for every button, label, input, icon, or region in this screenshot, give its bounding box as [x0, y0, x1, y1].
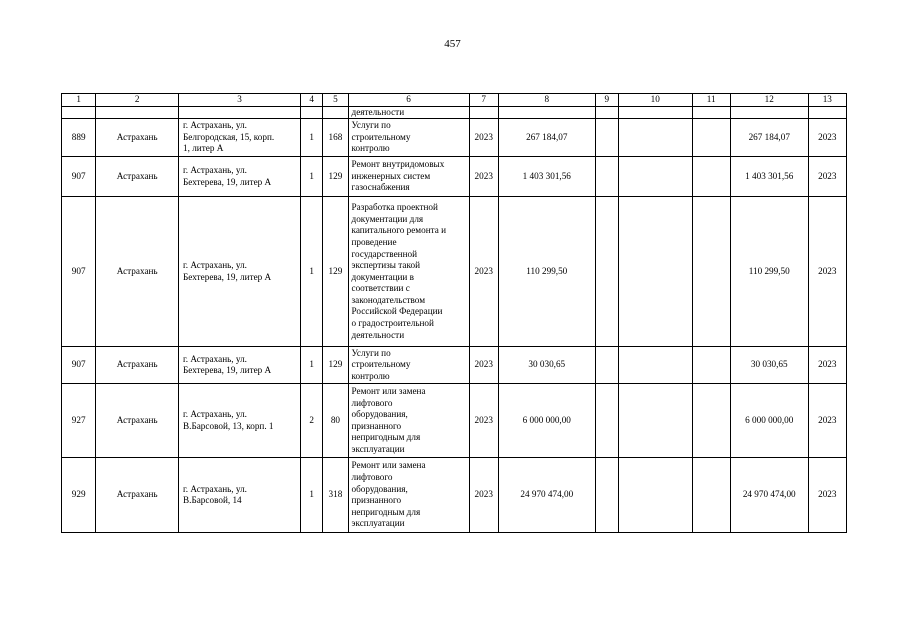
continuation-row: [62, 106, 847, 119]
work-description-line: законодательством: [351, 294, 426, 305]
col11-value: [692, 384, 730, 458]
col10-value: [618, 157, 692, 197]
total-cost: 6 000 000,00: [498, 384, 595, 458]
col9-value: [595, 157, 618, 197]
col12-cost: 267 184,07: [730, 119, 808, 157]
work-description-line: Российской Федерации: [351, 306, 443, 317]
address: [179, 347, 301, 384]
address-line: 1, литер А: [183, 143, 224, 154]
table-row: [62, 157, 847, 197]
column-number-header: [62, 94, 847, 107]
address-line: г. Астрахань, ул.: [183, 120, 247, 131]
work-description-line: оборудования,: [351, 409, 408, 420]
total-cost: 24 970 474,00: [498, 458, 595, 533]
col12-cost: 1 403 301,56: [730, 157, 808, 197]
work-description-line: Услуги по: [351, 120, 391, 131]
address-line: Бехтерева, 19, литер А: [183, 271, 272, 282]
col9-value: [595, 119, 618, 157]
col13-year: 2023: [808, 384, 846, 458]
col10-value: [618, 197, 692, 347]
column-header: 6: [348, 94, 469, 107]
work-description-line: капитального ремонта и: [351, 225, 447, 236]
col4-value: 1: [301, 347, 323, 384]
work-description-line: Ремонт или замена: [351, 460, 426, 471]
address-line: В.Барсовой, 13, корп. 1: [183, 420, 274, 431]
work-description: [348, 119, 469, 157]
column-header: 4: [301, 94, 323, 107]
col11-value: [692, 197, 730, 347]
work-description-line: непригодным для: [351, 432, 421, 443]
address: [179, 384, 301, 458]
column-header: 5: [323, 94, 348, 107]
address: [179, 197, 301, 347]
work-description-line: государственной: [351, 248, 417, 259]
work-description-line: признанного: [351, 495, 402, 506]
work-description-line: Разработка проектной: [351, 202, 438, 213]
work-description-line: о градостроительной: [351, 318, 434, 329]
work-description-line: Ремонт или замена: [351, 385, 426, 396]
column-header: 8: [498, 94, 595, 107]
address-line: В.Барсовой, 14: [183, 495, 242, 506]
col9-value: [595, 458, 618, 533]
col12-cost: 24 970 474,00: [730, 458, 808, 533]
col10-value: [618, 119, 692, 157]
col11-value: [692, 458, 730, 533]
col5-value: 80: [323, 384, 348, 458]
col12-cost: 110 299,50: [730, 197, 808, 347]
record-number: 907: [62, 197, 96, 347]
column-header: 12: [730, 94, 808, 107]
year: 2023: [469, 197, 498, 347]
city-name: Астрахань: [96, 384, 179, 458]
year: 2023: [469, 458, 498, 533]
col4-value: 1: [301, 119, 323, 157]
city-name: Астрахань: [96, 119, 179, 157]
col12-cost: 6 000 000,00: [730, 384, 808, 458]
record-number: 907: [62, 157, 96, 197]
col5-value: 129: [323, 157, 348, 197]
work-description-line: контролю: [351, 370, 390, 381]
work-description: [348, 458, 469, 533]
column-header: 7: [469, 94, 498, 107]
record-number: 907: [62, 347, 96, 384]
table-row: [62, 197, 847, 347]
col10-value: [618, 458, 692, 533]
address-line: г. Астрахань, ул.: [183, 165, 247, 176]
column-header: 1: [62, 94, 96, 107]
work-description-line: Услуги по: [351, 347, 391, 358]
table-row: [62, 384, 847, 458]
record-number: 927: [62, 384, 96, 458]
address-line: Бехтерева, 19, литер А: [183, 365, 272, 376]
year: 2023: [469, 157, 498, 197]
work-description-line: контролю: [351, 143, 390, 154]
work-description: [348, 347, 469, 384]
column-header: 3: [179, 94, 301, 107]
col13-year: 2023: [808, 157, 846, 197]
col10-value: [618, 384, 692, 458]
address-line: г. Астрахань, ул.: [183, 409, 247, 420]
total-cost: 267 184,07: [498, 119, 595, 157]
page-number: 457: [444, 38, 461, 50]
year: 2023: [469, 119, 498, 157]
address-line: г. Астрахань, ул.: [183, 353, 247, 364]
work-description-line: строительному: [351, 359, 411, 370]
column-header: 11: [692, 94, 730, 107]
work-description-line: газоснабжения: [351, 182, 410, 193]
col4-value: 1: [301, 458, 323, 533]
record-number: 929: [62, 458, 96, 533]
address: [179, 458, 301, 533]
work-description-line: лифтового: [351, 397, 393, 408]
col5-value: 129: [323, 197, 348, 347]
col10-value: [618, 347, 692, 384]
city-name: Астрахань: [96, 157, 179, 197]
col4-value: 1: [301, 197, 323, 347]
work-description-line: строительному: [351, 131, 411, 142]
total-cost: 30 030,65: [498, 347, 595, 384]
col11-value: [692, 347, 730, 384]
address-line: Белгородская, 15, корп.: [183, 131, 275, 142]
col5-value: 318: [323, 458, 348, 533]
col4-value: 1: [301, 157, 323, 197]
work-description-line: эксплуатации: [351, 443, 405, 454]
work-description-line: оборудования,: [351, 483, 408, 494]
address-line: Бехтерева, 19, литер А: [183, 176, 272, 187]
total-cost: 110 299,50: [498, 197, 595, 347]
column-header: 13: [808, 94, 846, 107]
col9-value: [595, 347, 618, 384]
col13-year: 2023: [808, 347, 846, 384]
work-description-line: соответствии с: [351, 283, 410, 294]
col12-cost: 30 030,65: [730, 347, 808, 384]
col13-year: 2023: [808, 119, 846, 157]
col13-year: 2023: [808, 197, 846, 347]
column-header: 10: [618, 94, 692, 107]
year: 2023: [469, 347, 498, 384]
work-description-line: экспертизы такой: [351, 260, 420, 271]
table-row: [62, 458, 847, 533]
work-description-line: деятельности: [351, 329, 405, 340]
work-description: деятельности: [348, 106, 469, 119]
address-line: г. Астрахань, ул.: [183, 483, 247, 494]
work-description: [348, 157, 469, 197]
col11-value: [692, 119, 730, 157]
work-description-line: Ремонт внутридомовых: [351, 159, 445, 170]
col4-value: 2: [301, 384, 323, 458]
work-description-line: лифтового: [351, 472, 393, 482]
city-name: Астрахань: [96, 347, 179, 384]
col13-year: 2023: [808, 458, 846, 533]
work-description-line: непригодным для: [351, 506, 421, 517]
register-table: [61, 93, 847, 533]
col5-value: 168: [323, 119, 348, 157]
work-description-line: эксплуатации: [351, 518, 405, 529]
work-description-line: проведение: [351, 236, 397, 247]
work-description-line: инженерных систем: [351, 170, 431, 181]
work-description: [348, 197, 469, 347]
city-name: Астрахань: [96, 458, 179, 533]
address: [179, 157, 301, 197]
work-description-line: документации в: [351, 271, 414, 282]
work-description-line: документации для: [351, 213, 424, 224]
column-header: 9: [595, 94, 618, 107]
table-row: [62, 347, 847, 384]
column-header: 2: [96, 94, 179, 107]
work-description: [348, 384, 469, 458]
city-name: Астрахань: [96, 197, 179, 347]
col9-value: [595, 197, 618, 347]
address: [179, 119, 301, 157]
col11-value: [692, 157, 730, 197]
work-description-line: признанного: [351, 420, 402, 431]
total-cost: 1 403 301,56: [498, 157, 595, 197]
record-number: 889: [62, 119, 96, 157]
year: 2023: [469, 384, 498, 458]
table-row: [62, 119, 847, 157]
col5-value: 129: [323, 347, 348, 384]
col9-value: [595, 384, 618, 458]
address-line: г. Астрахань, ул.: [183, 260, 247, 271]
